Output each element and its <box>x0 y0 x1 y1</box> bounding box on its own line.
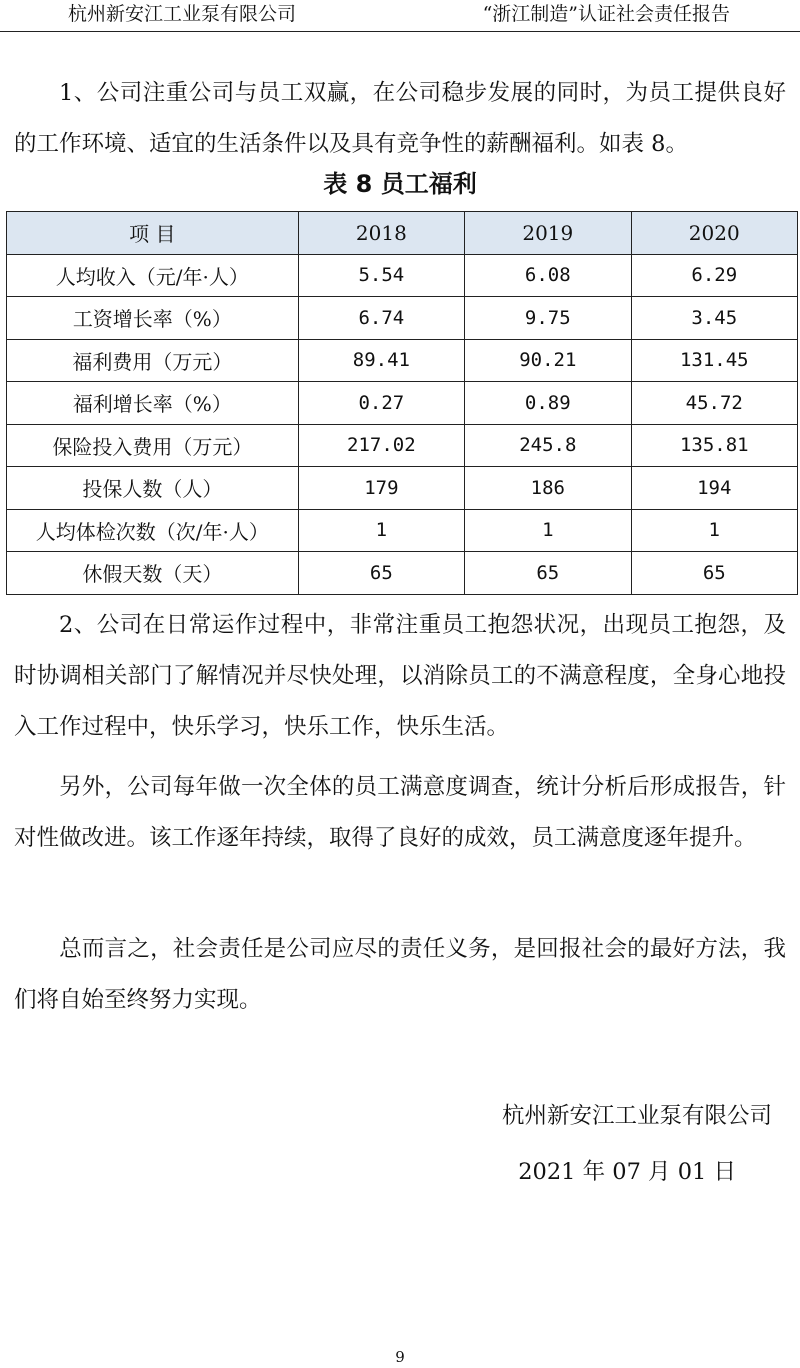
cell-value: 45.72 <box>631 382 797 425</box>
table-row <box>7 297 798 340</box>
row-label: 福利增长率（%） <box>7 382 299 425</box>
header-report-title: “浙江制造”认证社会责任报告 <box>482 3 730 25</box>
table-row <box>7 254 798 297</box>
cell-value: 65 <box>631 552 797 595</box>
cell-value: 5.54 <box>298 254 464 297</box>
cell-value: 9.75 <box>465 297 631 340</box>
table-row <box>7 552 798 595</box>
cell-value: 6.08 <box>465 254 631 297</box>
paragraph-1: 1、公司注重公司与员工双赢，在公司稳步发展的同时，为员工提供良好的工作环境、适宜的生活条件以及具有竞争性的薪酬福利。如表 8。 <box>14 80 786 157</box>
cell-value: 245.8 <box>465 424 631 467</box>
header-company: 杭州新安江工业泵有限公司 <box>68 3 297 25</box>
cell-value: 90.21 <box>465 339 631 382</box>
table-row <box>7 467 798 510</box>
cell-value: 131.45 <box>631 339 797 382</box>
table-row <box>7 339 798 382</box>
cell-value: 194 <box>631 467 797 510</box>
cell-value: 186 <box>465 467 631 510</box>
row-label: 工资增长率（%） <box>7 297 299 340</box>
header-2019: 2019 <box>465 212 631 255</box>
cell-value: 217.02 <box>298 424 464 467</box>
table-row <box>7 382 798 425</box>
cell-value: 1 <box>631 509 797 552</box>
table-title: 表 8 员工福利 <box>323 170 477 198</box>
signature-date: 2021 年 07 月 01 日 <box>518 1159 736 1185</box>
paragraph-4: 总而言之，社会责任是公司应尽的责任义务，是回报社会的最好方法，我们将自始至终努力实现。 <box>14 936 786 1013</box>
header-2020: 2020 <box>631 212 797 255</box>
header-item: 项 目 <box>7 212 299 255</box>
table-header-row <box>7 212 798 255</box>
row-label: 福利费用（万元） <box>7 339 299 382</box>
paragraph-3: 另外，公司每年做一次全体的员工满意度调查，统计分析后形成报告，针对性做改进。该工作逐年持续，取得了良好的成效，员工满意度逐年提升。 <box>14 774 786 851</box>
row-label: 人均体检次数（次/年·人） <box>7 509 299 552</box>
table-row <box>7 509 798 552</box>
row-label: 人均收入（元/年·人） <box>7 254 299 297</box>
cell-value: 179 <box>298 467 464 510</box>
row-label: 保险投入费用（万元） <box>7 424 299 467</box>
row-label: 投保人数（人） <box>7 467 299 510</box>
cell-value: 1 <box>465 509 631 552</box>
cell-value: 3.45 <box>631 297 797 340</box>
table-row <box>7 424 798 467</box>
cell-value: 6.74 <box>298 297 464 340</box>
cell-value: 6.29 <box>631 254 797 297</box>
signature-company: 杭州新安江工业泵有限公司 <box>501 1103 772 1129</box>
cell-value: 0.89 <box>465 382 631 425</box>
cell-value: 65 <box>465 552 631 595</box>
cell-value: 0.27 <box>298 382 464 425</box>
header-2018: 2018 <box>298 212 464 255</box>
cell-value: 65 <box>298 552 464 595</box>
row-label: 休假天数（天） <box>7 552 299 595</box>
cell-value: 1 <box>298 509 464 552</box>
paragraph-2: 2、公司在日常运作过程中，非常注重员工抱怨状况，出现员工抱怨，及时协调相关部门了解情况并尽快处理，以消除员工的不满意程度，全身心地投入工作过程中，快乐学习，快乐工作，快乐生活。 <box>14 612 786 740</box>
cell-value: 135.81 <box>631 424 797 467</box>
benefits-table <box>6 211 798 595</box>
page-header <box>0 0 800 32</box>
cell-value: 89.41 <box>298 339 464 382</box>
page-number: 9 <box>395 1348 405 1366</box>
